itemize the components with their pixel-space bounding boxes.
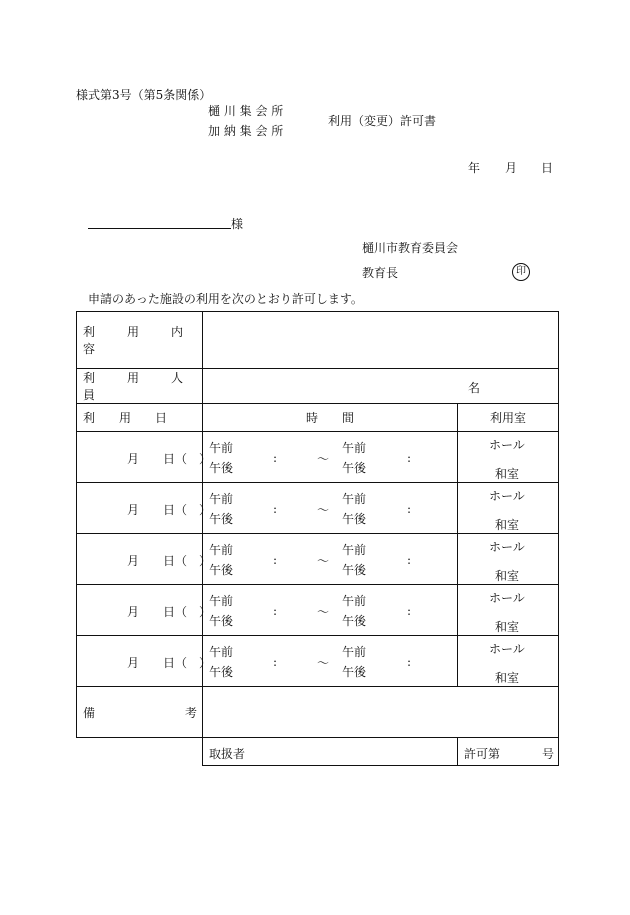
room-hall: ホール bbox=[489, 489, 525, 503]
end-pm-label: 午後 bbox=[342, 563, 367, 577]
room-cell[interactable] bbox=[458, 534, 559, 585]
room-hall: ホール bbox=[489, 438, 525, 452]
room-japanese: 和室 bbox=[495, 671, 520, 685]
permit-label: 許可第 bbox=[464, 747, 501, 761]
month-label: 月 bbox=[127, 503, 140, 517]
date-month-label: 月 bbox=[505, 161, 518, 175]
end-am-label: 午前 bbox=[342, 492, 367, 506]
room-header: 利用室 bbox=[489, 411, 526, 425]
handler-cell[interactable] bbox=[203, 738, 458, 766]
day-label: 日（ ） bbox=[163, 452, 212, 466]
start-am-label: 午前 bbox=[209, 441, 234, 455]
remarks-label-char-2: 考 bbox=[185, 706, 198, 720]
date-cell[interactable] bbox=[77, 585, 212, 636]
end-pm-label: 午後 bbox=[342, 461, 367, 475]
schedule-row bbox=[77, 585, 559, 636]
start-colon: : bbox=[273, 502, 278, 516]
usage-row bbox=[77, 312, 559, 369]
room-japanese: 和室 bbox=[495, 569, 520, 583]
start-pm-label: 午後 bbox=[209, 512, 234, 526]
tilde-separator: ～ bbox=[317, 503, 330, 517]
schedule-row bbox=[77, 483, 559, 534]
room-cell[interactable] bbox=[458, 483, 559, 534]
day-label: 日（ ） bbox=[163, 503, 212, 517]
schedule-header-row bbox=[77, 404, 559, 432]
people-label: 利 用 人 員 bbox=[83, 371, 216, 402]
start-am-label: 午前 bbox=[209, 645, 234, 659]
start-colon: : bbox=[273, 604, 278, 618]
document-title: 利用（変更）許可書 bbox=[328, 114, 437, 128]
room-cell[interactable] bbox=[458, 585, 559, 636]
start-am-label: 午前 bbox=[209, 594, 234, 608]
date-header-cell bbox=[77, 404, 203, 432]
usage-label: 利 用 内 容 bbox=[83, 325, 216, 356]
start-colon: : bbox=[273, 553, 278, 567]
empty-corner bbox=[77, 738, 203, 766]
tilde-separator: ～ bbox=[317, 605, 330, 619]
date-header: 利 用 日 bbox=[83, 411, 168, 425]
usage-label-cell bbox=[77, 312, 216, 369]
recipient-name-line[interactable] bbox=[88, 214, 231, 229]
issuer-position: 教育長 bbox=[362, 266, 399, 280]
start-pm-label: 午後 bbox=[209, 461, 234, 475]
date-cell[interactable] bbox=[77, 483, 212, 534]
schedule-row bbox=[77, 432, 559, 483]
end-am-label: 午前 bbox=[342, 594, 367, 608]
time-cell[interactable] bbox=[203, 432, 458, 483]
permit-suffix: 号 bbox=[542, 747, 555, 761]
time-header-cell bbox=[203, 404, 458, 432]
date-year-label: 年 bbox=[468, 161, 481, 175]
day-label: 日（ ） bbox=[163, 605, 212, 619]
remarks-label-cell bbox=[77, 687, 203, 738]
month-label: 月 bbox=[127, 554, 140, 568]
end-pm-label: 午後 bbox=[342, 512, 367, 526]
seal-mark bbox=[512, 263, 530, 281]
end-am-label: 午前 bbox=[342, 441, 367, 455]
room-japanese: 和室 bbox=[495, 518, 520, 532]
room-hall: ホール bbox=[489, 642, 525, 656]
day-label: 日（ ） bbox=[163, 656, 212, 670]
seal-icon: 印 bbox=[512, 263, 530, 281]
end-colon: : bbox=[407, 451, 412, 465]
room-japanese: 和室 bbox=[495, 467, 520, 481]
facility-name-1: 樋 川 集 会 所 bbox=[208, 104, 284, 118]
date-cell[interactable] bbox=[77, 534, 212, 585]
time-cell[interactable] bbox=[203, 636, 458, 687]
end-colon: : bbox=[407, 553, 412, 567]
room-hall: ホール bbox=[489, 591, 525, 605]
room-cell[interactable] bbox=[458, 432, 559, 483]
tilde-separator: ～ bbox=[317, 452, 330, 466]
start-colon: : bbox=[273, 655, 278, 669]
start-am-label: 午前 bbox=[209, 492, 234, 506]
remarks-input[interactable] bbox=[203, 687, 559, 738]
time-cell[interactable] bbox=[203, 585, 458, 636]
tilde-separator: ～ bbox=[317, 554, 330, 568]
facility-name-2: 加 納 集 会 所 bbox=[208, 124, 284, 138]
end-colon: : bbox=[407, 502, 412, 516]
end-pm-label: 午後 bbox=[342, 614, 367, 628]
start-pm-label: 午後 bbox=[209, 563, 234, 577]
month-label: 月 bbox=[127, 656, 140, 670]
usage-input[interactable] bbox=[203, 312, 559, 369]
date-cell[interactable] bbox=[77, 432, 212, 483]
date-cell[interactable] bbox=[77, 636, 212, 687]
remarks-label-char-1: 備 bbox=[83, 706, 96, 720]
start-colon: : bbox=[273, 451, 278, 465]
handler-row bbox=[77, 738, 559, 766]
tilde-separator: ～ bbox=[317, 656, 330, 670]
date-day-label: 日 bbox=[541, 161, 554, 175]
people-row bbox=[77, 369, 559, 404]
time-cell[interactable] bbox=[203, 483, 458, 534]
people-unit: 名 bbox=[468, 381, 481, 395]
end-colon: : bbox=[407, 655, 412, 669]
room-header-cell bbox=[458, 404, 559, 432]
end-pm-label: 午後 bbox=[342, 665, 367, 679]
end-am-label: 午前 bbox=[342, 645, 367, 659]
remarks-row bbox=[77, 687, 559, 738]
issuer-organization: 樋川市教育委員会 bbox=[362, 241, 459, 255]
start-pm-label: 午後 bbox=[209, 614, 234, 628]
permit-number-cell[interactable] bbox=[458, 738, 559, 766]
room-hall: ホール bbox=[489, 540, 525, 554]
people-input[interactable] bbox=[203, 369, 559, 404]
month-label: 月 bbox=[127, 605, 140, 619]
end-colon: : bbox=[407, 604, 412, 618]
schedule-row bbox=[77, 534, 559, 585]
end-am-label: 午前 bbox=[342, 543, 367, 557]
intro-text: 申請のあった施設の利用を次のとおり許可します。 bbox=[88, 292, 363, 306]
time-cell[interactable] bbox=[203, 534, 458, 585]
schedule-row bbox=[77, 636, 559, 687]
room-cell[interactable] bbox=[458, 636, 559, 687]
form-number: 様式第3号（第5条関係） bbox=[76, 88, 212, 102]
start-pm-label: 午後 bbox=[209, 665, 234, 679]
people-label-cell bbox=[77, 369, 216, 404]
day-label: 日（ ） bbox=[163, 554, 212, 568]
month-label: 月 bbox=[127, 452, 140, 466]
room-japanese: 和室 bbox=[495, 620, 520, 634]
recipient-honorific: 様 bbox=[231, 217, 244, 231]
time-header: 時 間 bbox=[305, 411, 354, 425]
start-am-label: 午前 bbox=[209, 543, 234, 557]
permit-form-table bbox=[76, 311, 559, 766]
handler-label: 取扱者 bbox=[209, 747, 246, 761]
